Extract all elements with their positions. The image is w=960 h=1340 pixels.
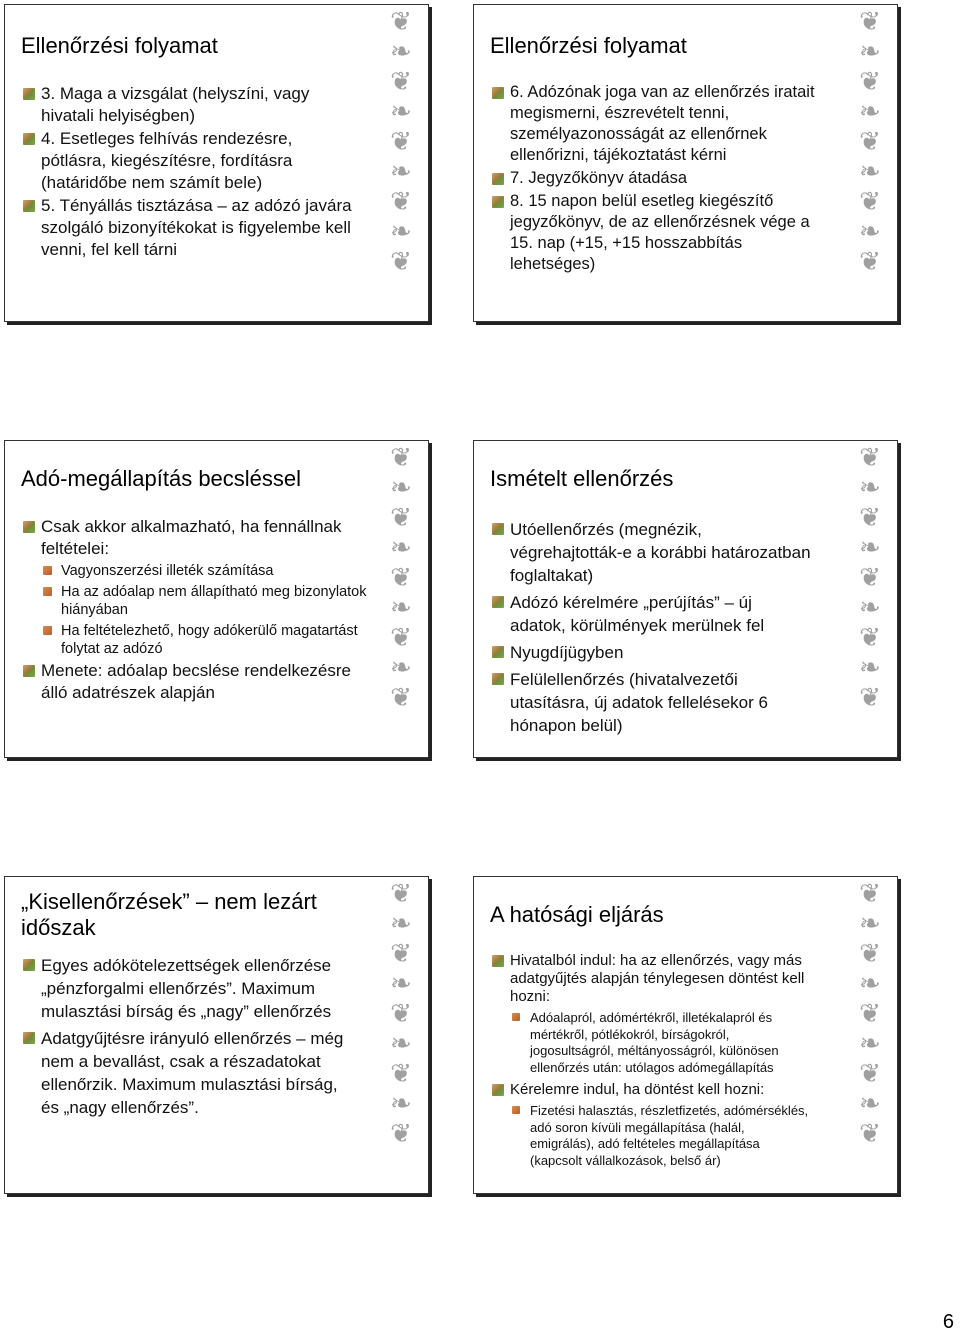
bullet-icon xyxy=(492,673,504,685)
leaf-pattern-icon: ❦ xyxy=(859,247,881,277)
leaf-pattern-icon: ❦ xyxy=(390,881,412,909)
leaf-pattern-icon: ❦ xyxy=(859,623,881,653)
bullet-list xyxy=(492,82,822,275)
leaf-pattern-icon: ❦ xyxy=(390,1059,412,1089)
leaf-pattern-icon: ❧ xyxy=(859,1089,881,1119)
sub-list-item: Ha feltételezhető, hogy adókerülő magatartást folytat az adózó xyxy=(41,622,368,658)
leaf-pattern-icon: ❧ xyxy=(859,217,881,247)
leaf-pattern-icon: ❧ xyxy=(859,909,881,939)
leaf-pattern-icon: ❦ xyxy=(390,9,412,37)
leaf-pattern-icon: ❦ xyxy=(390,1119,412,1149)
leaf-pattern-icon: ❧ xyxy=(859,593,881,623)
slide-title: „Kisellenőrzések” – nem lezárt időszak xyxy=(21,889,317,940)
list-item: Menete: adóalap becslése rendelkezésre álló adatrészek alapján xyxy=(23,660,368,704)
leaf-pattern-icon: ❦ xyxy=(390,503,412,533)
list-item: Nyugdíjügyben xyxy=(492,641,812,664)
list-item: Egyes adókötelezettségek ellenőrzése „pénzforgalmi ellenőrzés”. Maximum mulasztási bírság és „nagy” ellenőrzés xyxy=(23,954,353,1023)
list-item: 6. Adózónak joga van az ellenőrzés iratait megismerni, észrevételt tenni, személyazonosságát az ellenőrnek ellenőrizni, tájékoztatást kérni xyxy=(492,82,822,166)
leaf-pattern-icon: ❦ xyxy=(859,1059,881,1089)
bullet-icon xyxy=(23,665,35,677)
slide-title: A hatósági eljárás xyxy=(490,902,664,927)
leaf-pattern-icon: ❦ xyxy=(859,503,881,533)
bullet-icon xyxy=(492,1084,504,1096)
leaf-pattern-icon: ❦ xyxy=(390,445,412,473)
slide-title: Adó-megállapítás becsléssel xyxy=(21,466,302,491)
bullet-icon xyxy=(23,1032,35,1044)
bullet-icon xyxy=(492,646,504,658)
slide-1 xyxy=(4,4,429,322)
leaf-pattern-icon: ❧ xyxy=(390,473,412,503)
slide-2 xyxy=(473,4,898,322)
list-item: Kérelemre indul, ha döntést kell hozni: Fizetési halasztás, részletfizetés, adómérséklés, adó soron kívüli megállapítása (halál, emigrálás), adó feltételes megállapítása (kapcsolt vállalkozások, belső ár) xyxy=(492,1081,812,1169)
leaf-pattern-icon: ❦ xyxy=(859,683,881,713)
list-item: Adatgyűjtésre irányuló ellenőrzés – még nem a bevallást, csak a részadatokat ellenőrzik. Maximum mulasztási bírság, és „nagy ellenőrzés”. xyxy=(23,1027,353,1119)
decorative-leaves xyxy=(378,445,424,737)
leaf-pattern-icon: ❦ xyxy=(390,999,412,1029)
slide-6 xyxy=(473,876,898,1194)
bullet-icon xyxy=(492,523,504,535)
leaf-pattern-icon: ❦ xyxy=(390,563,412,593)
list-item: 8. 15 napon belül esetleg kiegészítő jegyzőkönyv, de az ellenőrzésnek vége a 15. nap (+15, +15 hosszabbítás lehetséges) xyxy=(492,191,822,275)
leaf-pattern-icon: ❦ xyxy=(390,187,412,217)
leaf-pattern-icon: ❦ xyxy=(859,187,881,217)
bullet-list xyxy=(492,952,812,1169)
leaf-pattern-icon: ❧ xyxy=(390,37,412,67)
leaf-pattern-icon: ❦ xyxy=(859,127,881,157)
list-item: Adózó kérelmére „perújítás” – új adatok, körülmények merülnek fel xyxy=(492,591,812,637)
leaf-pattern-icon: ❦ xyxy=(390,127,412,157)
leaf-pattern-icon: ❧ xyxy=(859,97,881,127)
bullet-list xyxy=(23,83,353,261)
decorative-leaves xyxy=(847,881,893,1173)
list-item: 7. Jegyzőkönyv átadása xyxy=(492,168,822,189)
leaf-pattern-icon: ❧ xyxy=(859,37,881,67)
slide-title: Ellenőrzési folyamat xyxy=(21,33,218,58)
page-number: 6 xyxy=(942,1311,954,1333)
leaf-pattern-icon: ❧ xyxy=(390,157,412,187)
bullet-icon xyxy=(23,200,35,212)
leaf-pattern-icon: ❦ xyxy=(390,67,412,97)
decorative-leaves xyxy=(378,9,424,301)
leaf-pattern-icon: ❧ xyxy=(390,969,412,999)
bullet-icon xyxy=(23,133,35,145)
leaf-pattern-icon: ❦ xyxy=(390,623,412,653)
sub-list-item: Vagyonszerzési illeték számítása xyxy=(41,562,368,580)
leaf-pattern-icon: ❦ xyxy=(390,939,412,969)
bullet-icon xyxy=(492,173,504,185)
leaf-pattern-icon: ❦ xyxy=(859,9,881,37)
bullet-icon xyxy=(23,959,35,971)
leaf-pattern-icon: ❦ xyxy=(859,1119,881,1149)
leaf-pattern-icon: ❧ xyxy=(390,653,412,683)
leaf-pattern-icon: ❦ xyxy=(390,683,412,713)
leaf-pattern-icon: ❧ xyxy=(859,157,881,187)
leaf-pattern-icon: ❦ xyxy=(859,999,881,1029)
leaf-pattern-icon: ❦ xyxy=(859,563,881,593)
list-item: Hivatalból indul: ha az ellenőrzés, vagy más adatgyűjtés alapján ténylegesen döntést kell hozni: Adóalapról, adómértékről, illetékalapról és mértékről, pótlékokról, bírságokról, jogosultságról, méltányosságról, különösen ellenőrzés után: utólagos adómegállapítás xyxy=(492,952,812,1076)
leaf-pattern-icon: ❧ xyxy=(390,1029,412,1059)
sub-list xyxy=(510,1103,812,1169)
decorative-leaves xyxy=(847,9,893,301)
bullet-list xyxy=(23,954,353,1119)
list-item: 3. Maga a vizsgálat (helyszíni, vagy hivatali helyiségben) xyxy=(23,83,353,127)
list-item: Utóellenőrzés (megnézik, végrehajtották-e a korábbi határozatban foglaltakat) xyxy=(492,518,812,587)
sub-bullet-icon xyxy=(512,1013,520,1021)
sub-bullet-icon xyxy=(43,626,52,635)
leaf-pattern-icon: ❧ xyxy=(859,653,881,683)
bullet-icon xyxy=(23,521,35,533)
list-item: 4. Esetleges felhívás rendezésre, pótlásra, kiegészítésre, fordításra (határidőbe nem számít bele) xyxy=(23,128,353,194)
leaf-pattern-icon: ❧ xyxy=(859,533,881,563)
leaf-pattern-icon: ❧ xyxy=(390,593,412,623)
sub-list xyxy=(41,562,368,658)
leaf-pattern-icon: ❧ xyxy=(859,1029,881,1059)
bullet-list xyxy=(492,518,812,737)
leaf-pattern-icon: ❦ xyxy=(390,247,412,277)
bullet-icon xyxy=(492,196,504,208)
slide-4 xyxy=(473,440,898,758)
bullet-icon xyxy=(492,87,504,99)
list-item: 5. Tényállás tisztázása – az adózó javára szolgáló bizonyítékokat is figyelembe kell venni, fel kell tárni xyxy=(23,195,353,261)
slide-5 xyxy=(4,876,429,1194)
leaf-pattern-icon: ❧ xyxy=(390,533,412,563)
leaf-pattern-icon: ❧ xyxy=(390,909,412,939)
leaf-pattern-icon: ❧ xyxy=(859,473,881,503)
leaf-pattern-icon: ❦ xyxy=(859,67,881,97)
sub-list-item: Fizetési halasztás, részletfizetés, adómérséklés, adó soron kívüli megállapítása (halál, emigrálás), adó feltételes megállapítása (kapcsolt vállalkozások, belső ár) xyxy=(510,1103,812,1169)
leaf-pattern-icon: ❧ xyxy=(390,97,412,127)
list-item: Csak akkor alkalmazható, ha fennállnak feltételei: Vagyonszerzési illeték számítása Ha az adóalap nem állapítható meg bizonylatok hiányában Ha feltételezhető, hogy adókerülő magatartást folytat az adózó xyxy=(23,516,368,658)
sub-bullet-icon xyxy=(43,587,52,596)
sub-bullet-icon xyxy=(43,566,52,575)
list-item: Felülellenőrzés (hivatalvezetői utasításra, új adatok fellelésekor 6 hónapon belül) xyxy=(492,668,812,737)
leaf-pattern-icon: ❧ xyxy=(859,969,881,999)
leaf-pattern-icon: ❦ xyxy=(859,445,881,473)
slide-3 xyxy=(4,440,429,758)
slide-title: Ismételt ellenőrzés xyxy=(490,466,674,491)
bullet-icon xyxy=(492,955,504,967)
decorative-leaves xyxy=(378,881,424,1173)
leaf-pattern-icon: ❧ xyxy=(390,217,412,247)
decorative-leaves xyxy=(847,445,893,737)
sub-list-item: Adóalapról, adómértékről, illetékalapról és mértékről, pótlékokról, bírságokról, jogosultságról, méltányosságról, különösen ellenőrzés után: utólagos adómegállapítás xyxy=(510,1010,812,1076)
bullet-icon xyxy=(492,596,504,608)
sub-bullet-icon xyxy=(512,1106,520,1114)
bullet-icon xyxy=(23,88,35,100)
slide-title: Ellenőrzési folyamat xyxy=(490,33,687,58)
sub-list xyxy=(510,1010,812,1076)
bullet-list xyxy=(23,516,368,704)
leaf-pattern-icon: ❦ xyxy=(859,939,881,969)
leaf-pattern-icon: ❧ xyxy=(390,1089,412,1119)
leaf-pattern-icon: ❦ xyxy=(859,881,881,909)
sub-list-item: Ha az adóalap nem állapítható meg bizonylatok hiányában xyxy=(41,583,368,619)
